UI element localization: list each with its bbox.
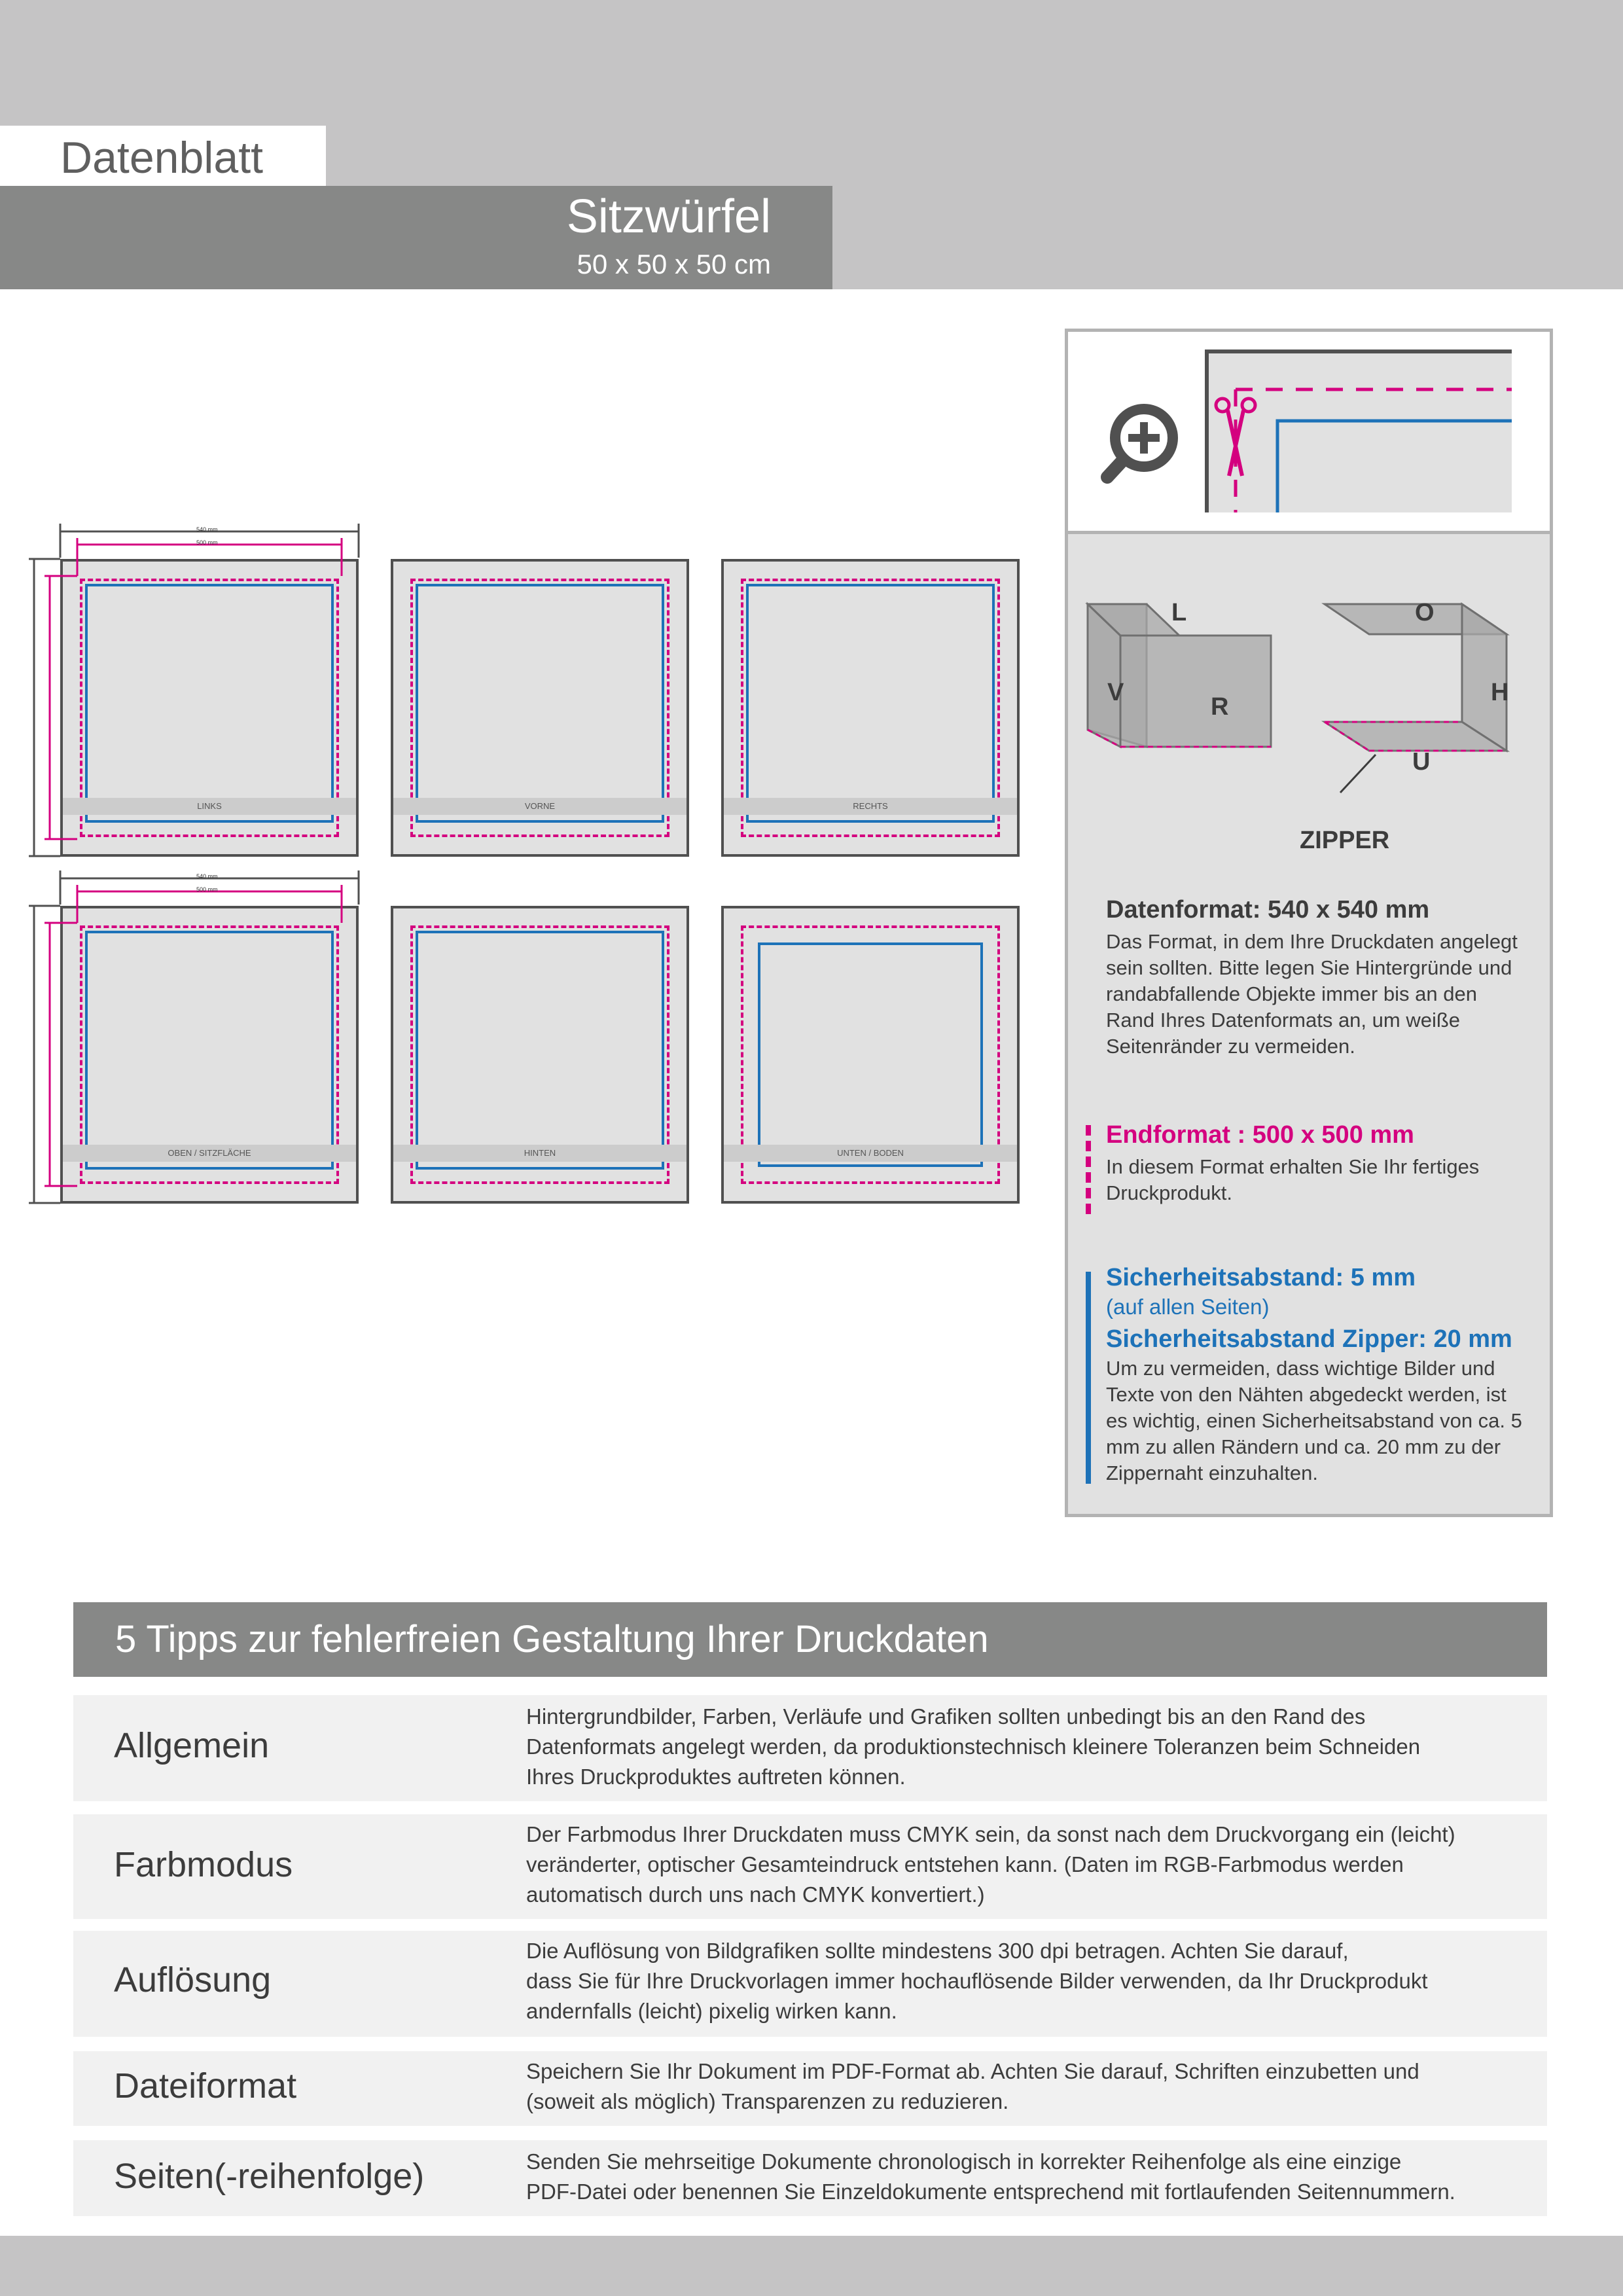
panel-hinten [391, 906, 689, 1204]
text-line: Ihres Druckproduktes auftreten können. [526, 1765, 906, 1789]
datenformat-heading: Datenformat: 540 x 540 mm [1106, 896, 1430, 924]
tips-title: 5 Tipps zur fehlerfreien Gestaltung Ihrer Druckdaten [73, 1602, 1547, 1677]
cube-label-l: L [1171, 599, 1187, 626]
tip-row-aufloesung [73, 1931, 1547, 2037]
tip-label: Farbmodus [114, 1845, 293, 1884]
cube-label-o: O [1415, 599, 1435, 626]
endformat-heading: Endformat : 500 x 500 mm [1106, 1121, 1414, 1149]
panel-label-rechts: RECHTS [724, 798, 1017, 815]
safe-line [416, 931, 664, 1170]
panel-label-links: LINKS [63, 798, 356, 815]
tip-text [526, 1702, 1527, 1792]
panel-rechts [721, 559, 1020, 857]
tip-label: Auflösung [114, 1960, 272, 2000]
text-line: Um zu vermeiden, dass wichtige Bilder und [1106, 1357, 1495, 1380]
text-line: Druckprodukt. [1106, 1181, 1232, 1204]
cube-label-v: V [1107, 679, 1124, 706]
tip-label: Dateiformat [114, 2066, 297, 2106]
tip-row-seiten [73, 2140, 1547, 2216]
product-title: Sitzwürfel [566, 190, 771, 243]
tip-text [526, 2147, 1527, 2207]
cube-label-h: H [1491, 679, 1509, 706]
datenformat-text [1106, 929, 1518, 1060]
cube-diagram [1068, 528, 1550, 810]
text-line: Hintergrundbilder, Farben, Verläufe und Grafiken sollten unbedingt bis an den Rand des [526, 1704, 1366, 1729]
text-line: Die Auflösung von Bildgrafiken sollte mindestens 300 dpi betragen. Achten Sie darauf, [526, 1939, 1349, 1963]
text-line: es wichtig, einen Sicherheitsabstand von ca. 5 [1106, 1409, 1522, 1432]
title-bar [0, 186, 832, 289]
text-line: randabfallende Objekte immer bis an den [1106, 982, 1477, 1005]
safe-line [758, 942, 983, 1167]
tip-row-dateiformat [73, 2051, 1547, 2126]
tip-text [526, 1936, 1527, 2026]
endformat-text [1106, 1154, 1479, 1206]
text-line: In diesem Format erhalten Sie Ihr fertiges [1106, 1155, 1480, 1178]
text-line: dass Sie für Ihre Druckvorlagen immer hochauflösende Bilder verwenden, da Ihr Druckprodukt [526, 1969, 1428, 1993]
tip-row-allgemein [73, 1695, 1547, 1801]
panel-unten [721, 906, 1020, 1204]
footer-band [0, 2236, 1623, 2296]
zipper-label: ZIPPER [1300, 827, 1390, 854]
text-line: Rand Ihres Datenformats an, um weiße [1106, 1009, 1461, 1031]
doc-label-box [0, 126, 326, 186]
info-panel [1065, 329, 1553, 1517]
endformat-marker [1086, 1125, 1091, 1214]
sicherheit-text [1106, 1355, 1522, 1486]
tip-text [526, 2056, 1527, 2117]
text-line: andernfalls (leicht) pixelig wirken kann. [526, 1999, 897, 2023]
text-line: Speichern Sie Ihr Dokument im PDF-Format ab. Achten Sie darauf, Schriften einzubetten und [526, 2059, 1419, 2083]
cube-label-u: U [1412, 748, 1431, 776]
sicherheit-marker [1086, 1272, 1091, 1484]
sicherheit-zipper-heading: Sicherheitsabstand Zipper: 20 mm [1106, 1325, 1512, 1353]
dimension-lines [0, 517, 393, 1224]
text-line: mm zu allen Rändern und ca. 20 mm zu der [1106, 1435, 1501, 1458]
product-size: 50 x 50 x 50 cm [577, 249, 771, 279]
panel-label-oben: OBEN / SITZFLÄCHE [63, 1145, 356, 1162]
tip-label: Allgemein [114, 1726, 270, 1765]
text-line: Der Farbmodus Ihrer Druckdaten muss CMYK sein, da sonst nach dem Druckvorgang ein (leicht) [526, 1822, 1455, 1846]
safe-line [416, 584, 664, 823]
panel-label-unten: UNTEN / BODEN [724, 1145, 1017, 1162]
text-line: PDF-Datei oder benennen Sie Einzeldokumente entsprechend mit fortlaufenden Seitennummern. [526, 2179, 1455, 2204]
text-line: automatisch durch uns nach CMYK konvertiert.) [526, 1882, 985, 1907]
panel-label-vorne: VORNE [393, 798, 687, 815]
panel-vorne [391, 559, 689, 857]
text-line: Seitenränder zu vermeiden. [1106, 1035, 1355, 1058]
tip-label: Seiten(-reihenfolge) [114, 2157, 425, 2196]
dim-width-outer: 540 mm [196, 526, 218, 533]
sicherheit-heading: Sicherheitsabstand: 5 mm [1106, 1264, 1416, 1291]
text-line: Senden Sie mehrseitige Dokumente chronologisch in korrekter Reihenfolge als eine einzige [526, 2149, 1402, 2174]
text-line: Datenformats angelegt werden, da produktionstechnisch kleinere Toleranzen beim Schneiden [526, 1734, 1421, 1759]
text-line: (soweit als möglich) Transparenzen zu reduzieren. [526, 2089, 1009, 2113]
dim-width-outer: 540 mm [196, 873, 218, 880]
text-line: Zippernaht einzuhalten. [1106, 1462, 1319, 1484]
panel-label-hinten: HINTEN [393, 1145, 687, 1162]
sicherheit-sub: (auf allen Seiten) [1106, 1295, 1270, 1319]
text-line: sein sollten. Bitte legen Sie Hintergründe und [1106, 956, 1512, 979]
dim-width-inner: 500 mm [196, 539, 218, 546]
safe-line [746, 584, 995, 823]
doc-label: Datenblatt [60, 133, 263, 183]
text-line: Das Format, in dem Ihre Druckdaten angelegt [1106, 930, 1518, 953]
zoom-detail [1068, 332, 1550, 534]
text-line: Texte von den Nähten abgedeckt werden, ist [1106, 1383, 1507, 1406]
text-line: veränderter, optischer Gesamteindruck entstehen kann. (Daten im RGB-Farbmodus werden [526, 1852, 1404, 1876]
tip-row-farbmodus [73, 1814, 1547, 1919]
dim-width-inner: 500 mm [196, 886, 218, 893]
tip-text [526, 1820, 1527, 1910]
cube-label-r: R [1211, 693, 1229, 721]
zoom-detail-graphic [1068, 332, 1550, 531]
